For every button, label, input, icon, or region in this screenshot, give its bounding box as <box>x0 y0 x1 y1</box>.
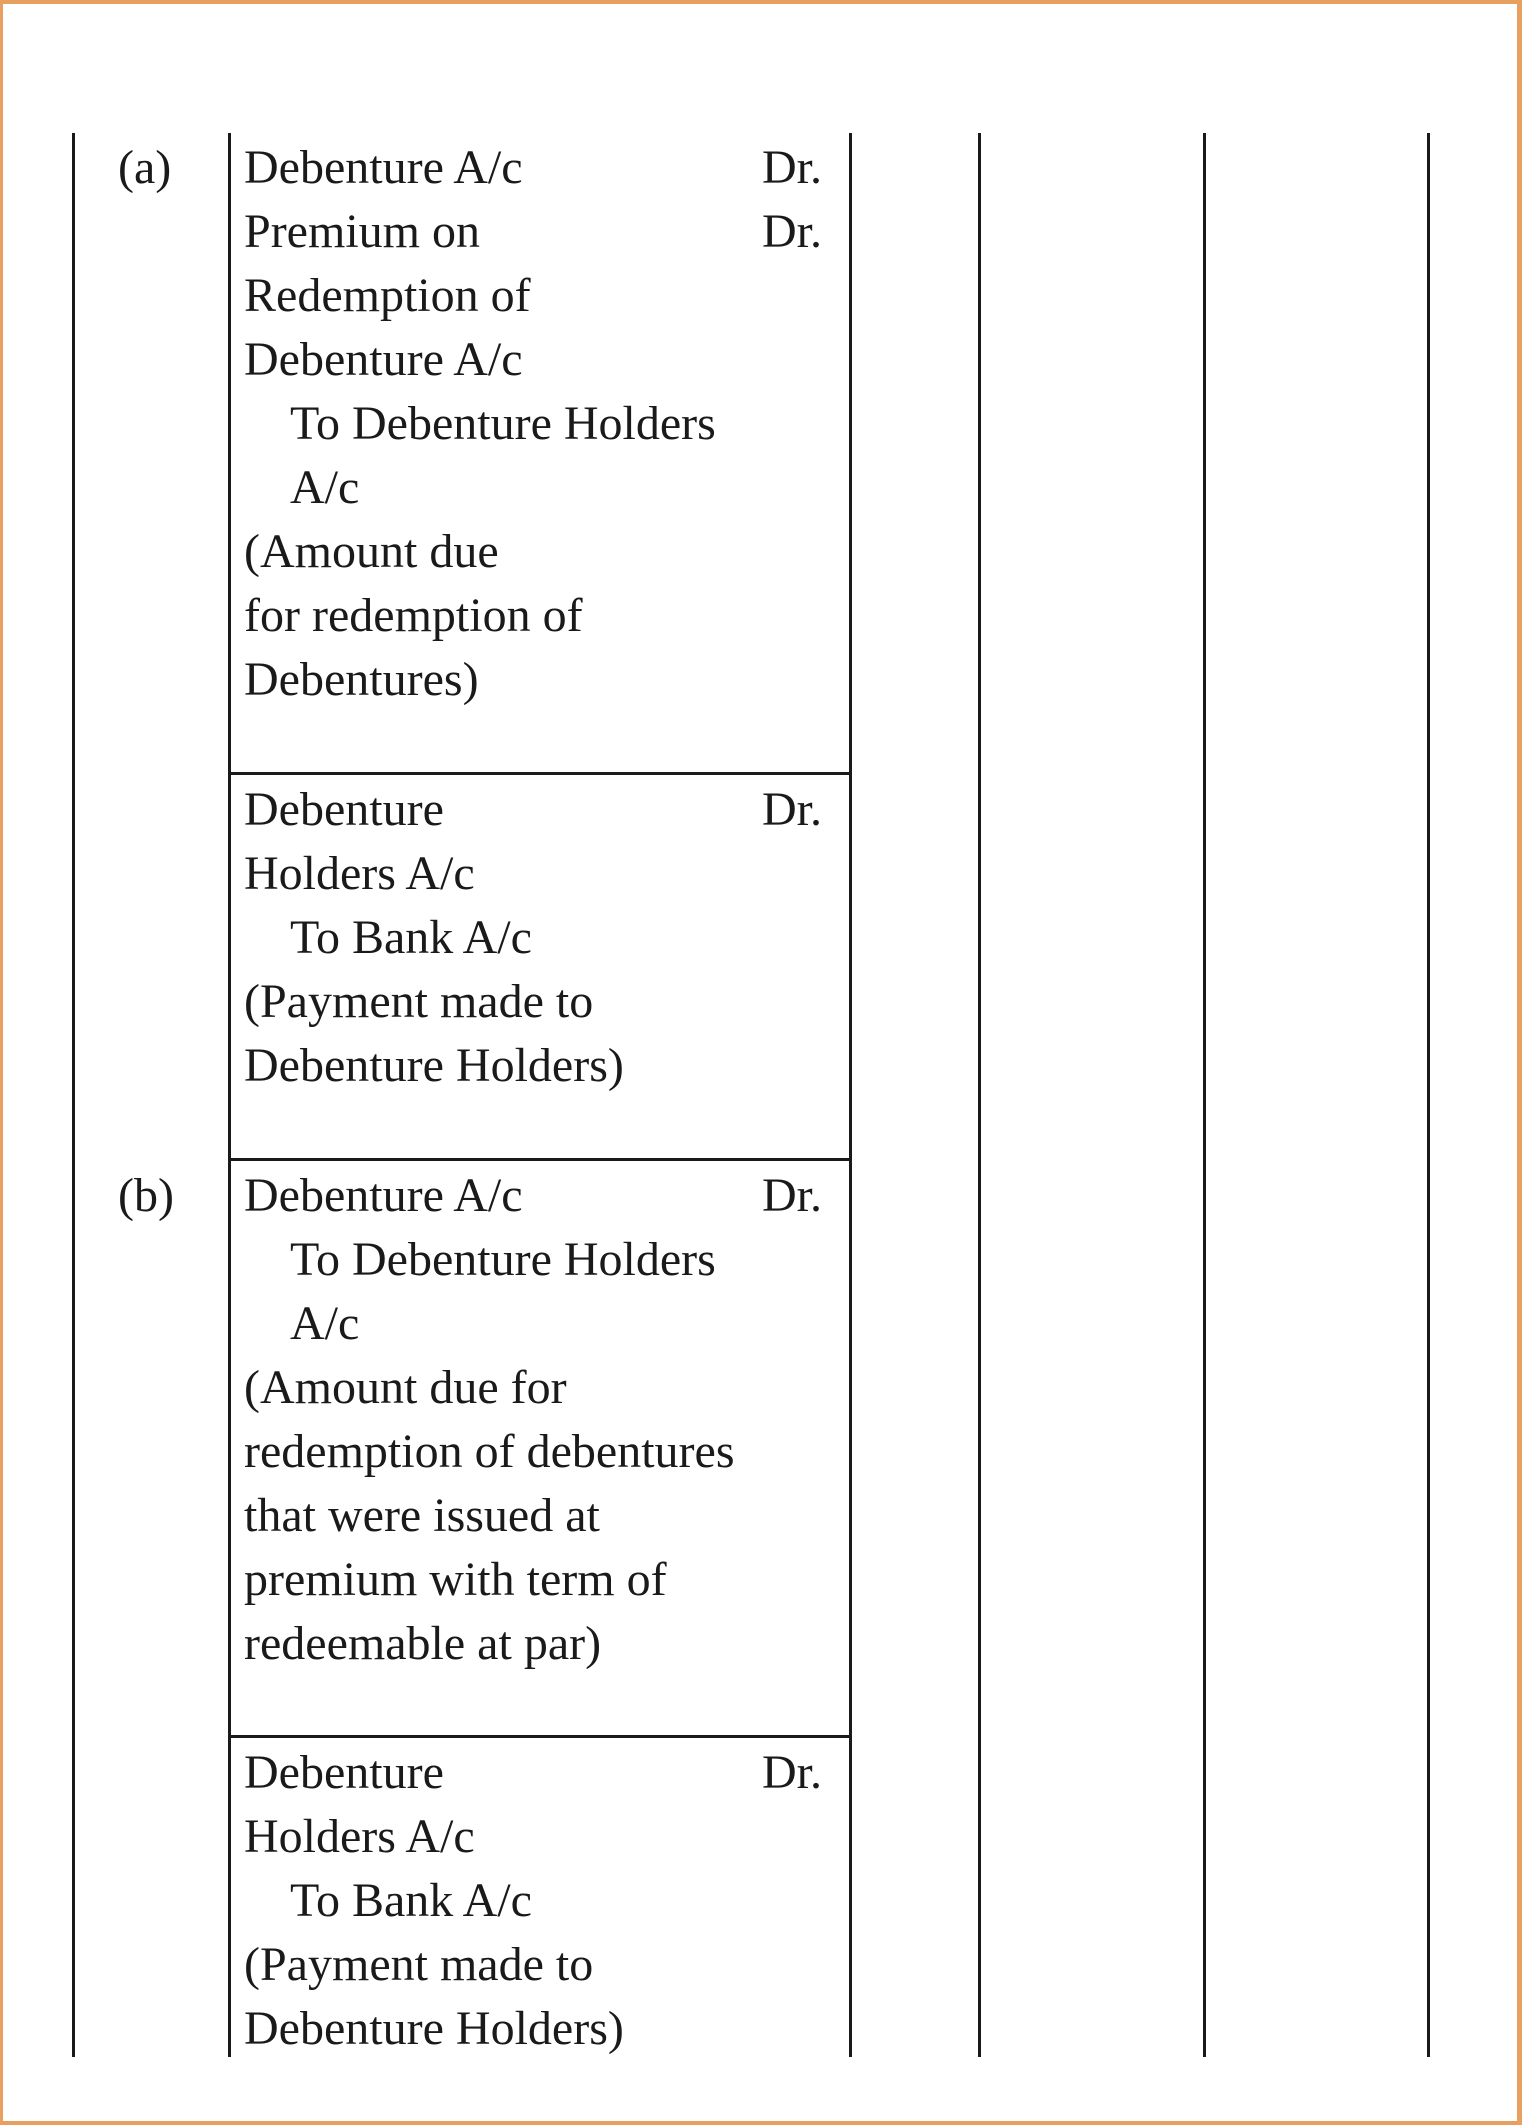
column-rule-lf <box>978 133 981 2057</box>
credit-account-line: A/c <box>290 461 360 514</box>
debit-account-line: Debenture <box>244 1746 444 1799</box>
dr-marker: Dr. <box>762 1169 822 1222</box>
narration-line: (Amount due <box>244 525 499 578</box>
narration-line: (Payment made to <box>244 975 594 1028</box>
narration-line: that were issued at <box>244 1489 600 1542</box>
narration-line: Debenture Holders) <box>244 1039 624 1092</box>
column-rule-credit <box>1427 133 1430 2057</box>
entry-date-label: (a) <box>118 141 172 194</box>
debit-account-line: Debenture A/c <box>244 141 523 194</box>
debit-account-line: Debenture A/c <box>244 1169 523 1222</box>
credit-account-line: To Debenture Holders <box>290 1233 716 1286</box>
dr-marker: Dr. <box>762 1746 822 1799</box>
debit-account-line: Debenture A/c <box>244 333 523 386</box>
narration-line: redeemable at par) <box>244 1617 602 1670</box>
credit-account-line: A/c <box>290 1297 360 1350</box>
narration-line: Debentures) <box>244 653 479 706</box>
credit-account-line: To Bank A/c <box>290 911 532 964</box>
debit-account-line: Holders A/c <box>244 847 475 900</box>
entry-separator <box>230 772 852 775</box>
narration-line: (Payment made to <box>244 1938 594 1991</box>
narration-line: redemption of debentures <box>244 1425 735 1478</box>
narration-line: for redemption of <box>244 589 583 642</box>
narration-line: (Amount due for <box>244 1361 567 1414</box>
debit-account-line: Holders A/c <box>244 1810 475 1863</box>
credit-account-line: To Bank A/c <box>290 1874 532 1927</box>
narration-line: Debenture Holders) <box>244 2002 624 2055</box>
debit-account-line: Premium on <box>244 205 480 258</box>
debit-account-line: Debenture <box>244 783 444 836</box>
column-rule-left <box>72 133 75 2057</box>
dr-marker: Dr. <box>762 141 822 194</box>
column-rule-debit <box>1203 133 1206 2057</box>
entry-date-label: (b) <box>118 1169 174 1222</box>
narration-line: premium with term of <box>244 1553 667 1606</box>
dr-marker: Dr. <box>762 205 822 258</box>
debit-account-line: Redemption of <box>244 269 531 322</box>
dr-marker: Dr. <box>762 783 822 836</box>
entry-separator <box>230 1158 852 1161</box>
credit-account-line: To Debenture Holders <box>290 397 716 450</box>
column-rule-date <box>228 133 231 2057</box>
entry-separator <box>230 1735 852 1738</box>
column-rule-particulars <box>849 133 852 2057</box>
